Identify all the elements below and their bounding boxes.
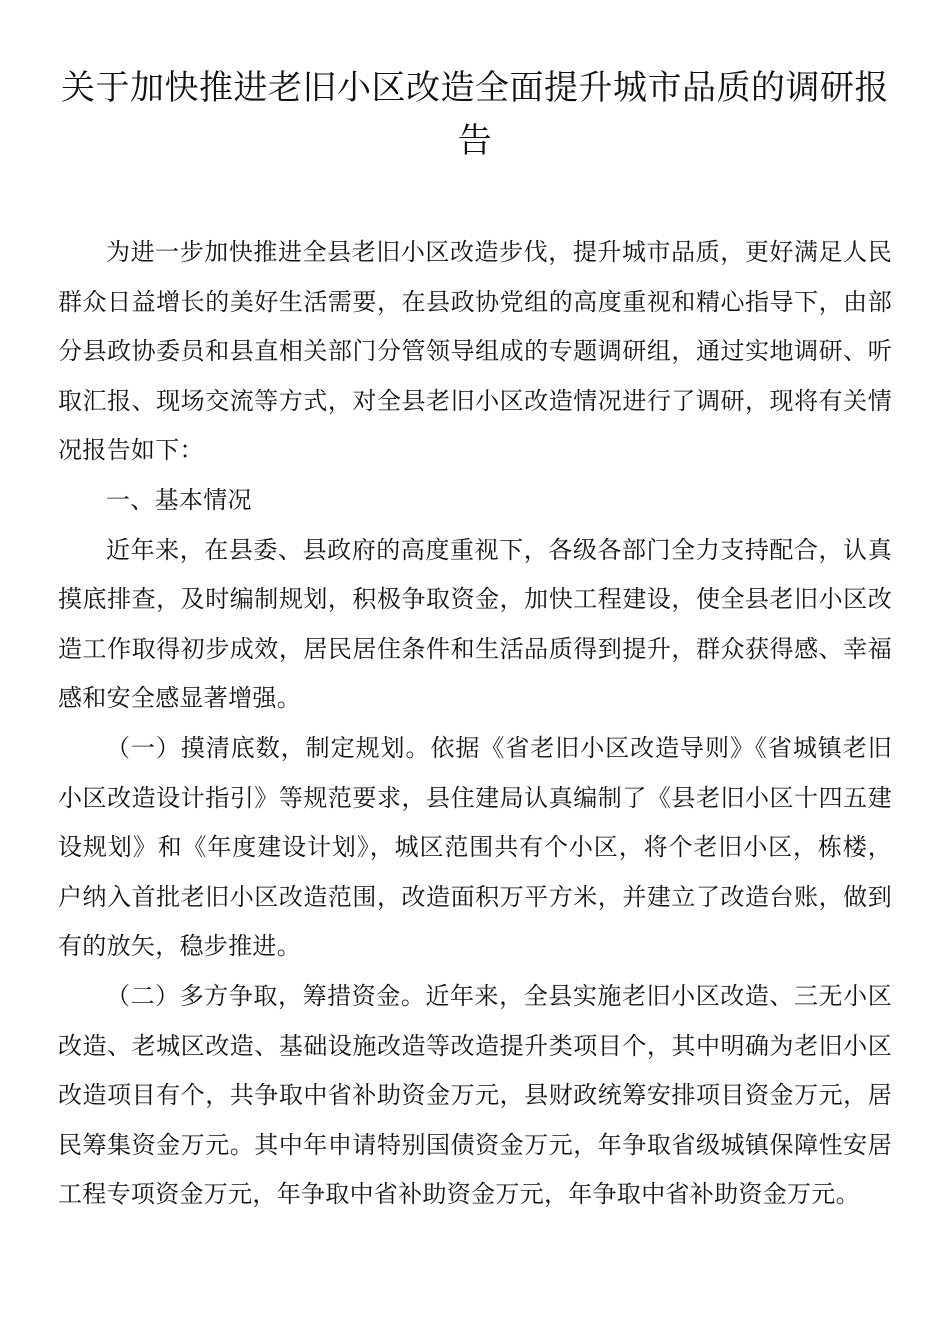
paragraph-intro: 为进一步加快推进全县老旧小区改造步伐，提升城市品质，更好满足人民群众日益增长的美好生活需要，在县政协党组的高度重视和精心指导下，由部分县政协委员和县直相关部门分管领导组成的专题调研组，通过实地调研、听取汇报、现场交流等方式，对全县老旧小区改造情况进行了调研，现将有关情况报告如下： <box>58 238 892 465</box>
paragraph-planning: （一）摸清底数，制定规划。依据《省老旧小区改造导则》《省城镇老旧小区改造设计指引》等规范要求，县住建局认真编制了《县老旧小区十四五建设规划》和《年度建设计划》，城区范围共有个小区，将个老旧小区，栋楼，户纳入首批老旧小区改造范围，改造面积万平方米，并建立了改造台账，做到有的放矢，稳步推进。 <box>58 733 892 961</box>
document-body <box>58 228 892 1220</box>
document-title: 关于加快推进老旧小区改造全面提升城市品质的调研报告 <box>61 68 889 161</box>
document-page <box>58 62 892 1220</box>
paragraph-overview: 近年来，在县委、县政府的高度重视下，各级各部门全力支持配合，认真摸底排查，及时编制规划，积极争取资金，加快工程建设，使全县老旧小区改造工作取得初步成效，居民居住条件和生活品质得到提升，群众获得感、幸福感和安全感显著增强。 <box>58 535 892 713</box>
section-heading-basic-situation: 一、基本情况 <box>106 485 252 514</box>
paragraph-funding: （二）多方争取，筹措资金。近年来，全县实施老旧小区改造、三无小区改造、老城区改造、基础设施改造等改造提升类项目个，其中明确为老旧小区改造项目有个，共争取中省补助资金万元，县财政统筹安排项目资金万元，居民筹集资金万元。其中年申请特别国债资金万元，年争取省级城镇保障性安居工程专项资金万元，年争取中省补助资金万元，年争取中省补助资金万元。 <box>58 981 892 1209</box>
